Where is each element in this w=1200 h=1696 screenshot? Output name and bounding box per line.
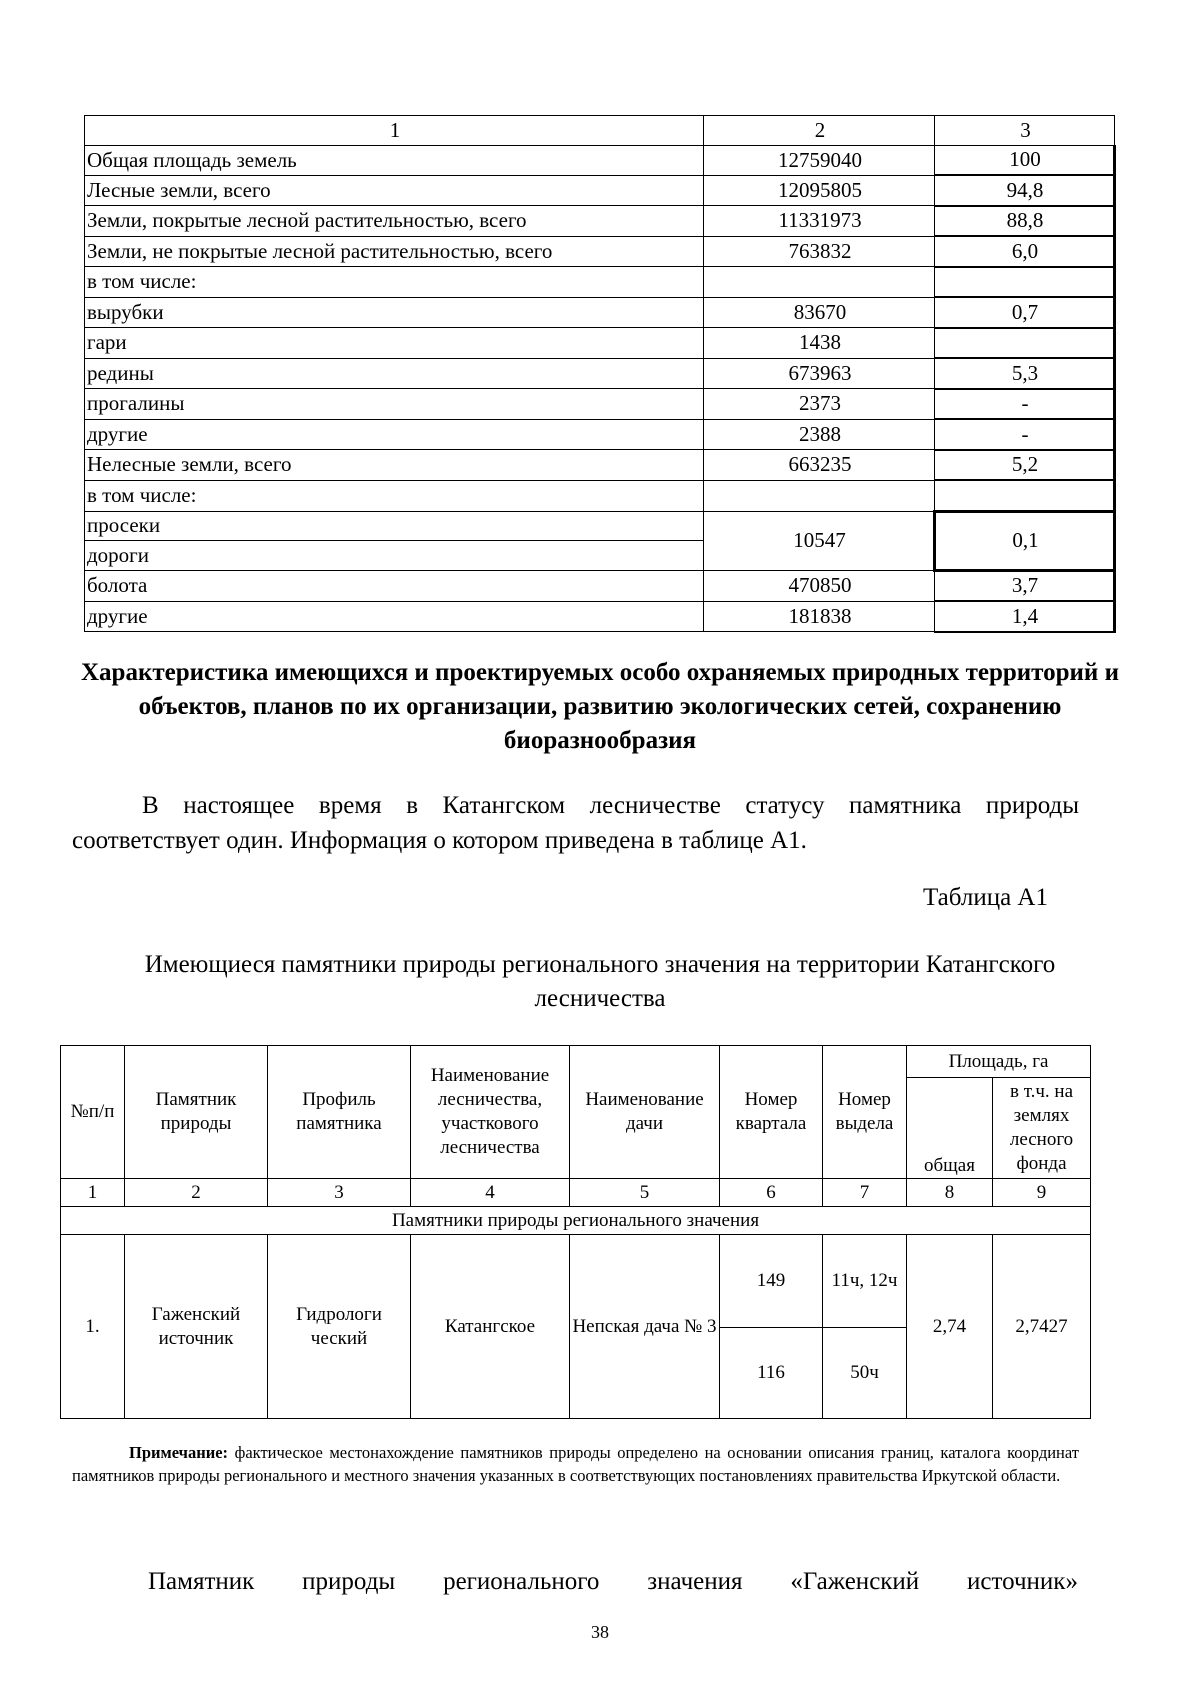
column-numbers-row	[61, 1179, 1091, 1207]
header-plot: Номер выдела	[823, 1046, 907, 1179]
row-label: прогалины	[85, 389, 704, 420]
row-area-total: 2,74	[907, 1235, 993, 1419]
header-quarter: Номер квартала	[720, 1046, 823, 1179]
row-area: 763832	[704, 236, 935, 267]
column-number-2: 2	[704, 116, 935, 146]
row-percent	[935, 328, 1115, 359]
row-percent: 3,7	[935, 570, 1115, 601]
row-percent: 100	[935, 145, 1115, 175]
column-number: 4	[411, 1179, 570, 1207]
row-area: 2373	[704, 389, 935, 420]
row-forestry: Катангское	[411, 1235, 570, 1419]
continuation-word: «Гаженский	[790, 1568, 920, 1595]
column-number: 7	[823, 1179, 907, 1207]
land-area-table	[84, 115, 1116, 633]
section-heading: Характеристика имеющихся и проектируемых особо охраняемых природных территорий и объектов, планов по их организации, развитию экологических сетей, сохранению биоразнообразия	[81, 659, 1119, 754]
column-number-3: 3	[935, 116, 1115, 146]
column-number: 5	[570, 1179, 720, 1207]
table-row	[85, 236, 1115, 267]
page-number: 38	[591, 1622, 609, 1642]
table-row	[85, 570, 1115, 601]
note-label: Примечание:	[129, 1443, 229, 1462]
row-quarter: 149	[720, 1235, 823, 1328]
header-area-total: общая	[907, 1078, 993, 1179]
row-dacha: Непская дача № 3	[570, 1235, 720, 1419]
row-area-forest: 2,7427	[993, 1235, 1091, 1419]
table-note	[72, 1441, 1079, 1487]
land-table-header-row	[85, 116, 1115, 146]
row-label: в том числе:	[85, 267, 704, 298]
row-quarter: 116	[720, 1328, 823, 1419]
section-row	[61, 1207, 1091, 1235]
row-area: 673963	[704, 358, 935, 389]
row-area: 83670	[704, 297, 935, 328]
column-number: 2	[125, 1179, 268, 1207]
column-number: 3	[268, 1179, 411, 1207]
row-percent: 5,3	[935, 358, 1115, 389]
table-row	[85, 511, 1115, 541]
table-row	[85, 145, 1115, 175]
table-row	[85, 267, 1115, 298]
table-row	[85, 206, 1115, 237]
section-row-label: Памятники природы регионального значения	[61, 1207, 1091, 1235]
table-title: Имеющиеся памятники природы регионального значения на территории Катангского лесничества	[144, 951, 1056, 1012]
row-percent: 1,4	[935, 601, 1115, 632]
row-label: Лесные земли, всего	[85, 175, 704, 206]
row-percent: 0,1	[935, 511, 1115, 570]
row-area: 1438	[704, 328, 935, 359]
paragraph-text: В настоящее время в Катангском лесничестве статусу памятника природы соответствует один. Информация о котором приведена в таблице А1.	[72, 792, 1079, 854]
row-percent: -	[935, 419, 1115, 450]
continuation-line	[148, 1568, 1078, 1596]
row-area: 11331973	[704, 206, 935, 237]
column-number: 9	[993, 1179, 1091, 1207]
table-row	[85, 358, 1115, 389]
row-monument: Гаженский источник	[125, 1235, 268, 1419]
table-row	[85, 175, 1115, 206]
row-percent	[935, 480, 1115, 511]
table-row	[85, 328, 1115, 359]
row-area: 663235	[704, 450, 935, 481]
row-area: 181838	[704, 601, 935, 632]
header-profile: Профиль памятника	[268, 1046, 411, 1179]
row-label: вырубки	[85, 297, 704, 328]
continuation-word: регионального	[443, 1568, 600, 1595]
continuation-word: Памятник	[148, 1568, 255, 1595]
row-plot: 11ч, 12ч	[823, 1235, 907, 1328]
header-num: №п/п	[61, 1046, 125, 1179]
row-label: Общая площадь земель	[85, 145, 704, 175]
row-label: Земли, покрытые лесной растительностью, всего	[85, 206, 704, 237]
header-area-group: Площадь, га	[907, 1046, 1091, 1078]
row-area: 470850	[704, 570, 935, 601]
row-label: в том числе:	[85, 480, 704, 511]
row-percent: -	[935, 389, 1115, 420]
row-label: болота	[85, 570, 704, 601]
body-paragraph	[72, 788, 1079, 858]
row-label: просеки	[85, 511, 704, 541]
header-area-forest: в т.ч. на землях лесного фонда	[993, 1078, 1091, 1179]
row-num: 1.	[61, 1235, 125, 1419]
row-label: другие	[85, 601, 704, 632]
note-text: фактическое местонахождение памятников природы определено на основании описания границ, каталога координат памятников природы регионального и местного значения указанных в соответствующих постановлениях правительства Иркутской области.	[72, 1443, 1079, 1485]
row-area: 12095805	[704, 175, 935, 206]
row-plot: 50ч	[823, 1328, 907, 1419]
nature-monuments-table	[60, 1045, 1091, 1419]
row-label: редины	[85, 358, 704, 389]
table-header-row	[61, 1046, 1091, 1078]
row-percent: 6,0	[935, 236, 1115, 267]
header-monument: Памятник природы	[125, 1046, 268, 1179]
column-number: 1	[61, 1179, 125, 1207]
row-area: 10547	[704, 511, 935, 570]
column-number: 6	[720, 1179, 823, 1207]
row-profile: Гидрологи ческий	[268, 1235, 411, 1419]
table-row	[61, 1235, 1091, 1328]
row-label: Нелесные земли, всего	[85, 450, 704, 481]
continuation-word: значения	[647, 1568, 743, 1595]
row-area	[704, 480, 935, 511]
row-area	[704, 267, 935, 298]
row-percent	[935, 267, 1115, 298]
table-row	[85, 419, 1115, 450]
table-row	[85, 480, 1115, 511]
row-label: Земли, не покрытые лесной растительностью, всего	[85, 236, 704, 267]
row-label: гари	[85, 328, 704, 359]
row-label: другие	[85, 419, 704, 450]
row-area: 12759040	[704, 145, 935, 175]
continuation-word: источник»	[967, 1568, 1078, 1595]
row-label: дороги	[85, 541, 704, 571]
table-row	[85, 389, 1115, 420]
row-percent: 94,8	[935, 175, 1115, 206]
column-number-1: 1	[85, 116, 704, 146]
table-row	[85, 450, 1115, 481]
column-number: 8	[907, 1179, 993, 1207]
row-area: 2388	[704, 419, 935, 450]
row-percent: 5,2	[935, 450, 1115, 481]
header-dacha: Наименование дачи	[570, 1046, 720, 1179]
header-forestry: Наименование лесничества, участкового лесничества	[411, 1046, 570, 1179]
row-percent: 88,8	[935, 206, 1115, 237]
table-caption: Таблица А1	[923, 884, 1048, 911]
table-row	[85, 601, 1115, 632]
continuation-word: природы	[302, 1568, 396, 1595]
row-percent: 0,7	[935, 297, 1115, 328]
table-row	[85, 297, 1115, 328]
